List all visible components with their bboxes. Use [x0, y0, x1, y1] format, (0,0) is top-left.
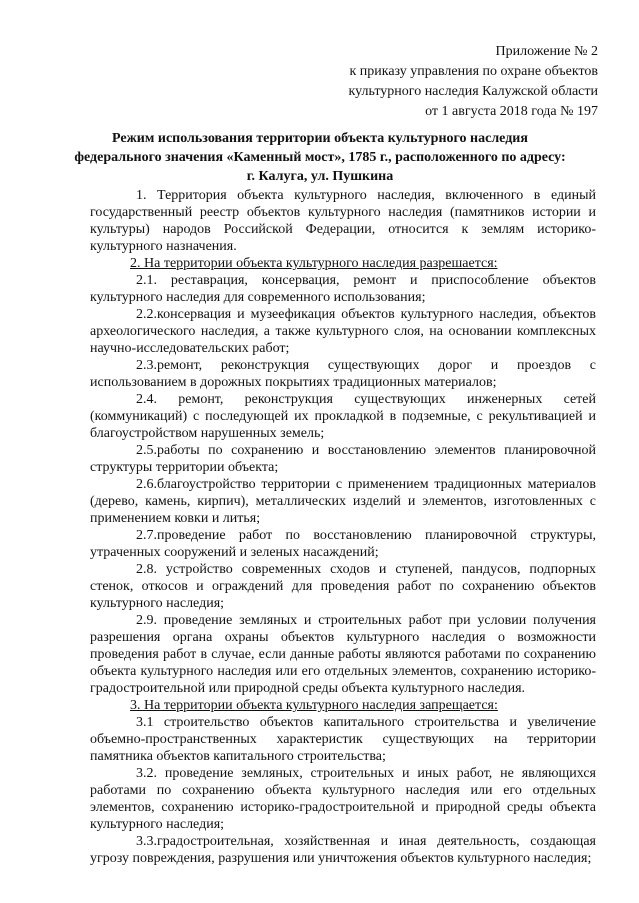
section-2-item: 2.5.работы по сохранению и восстановлению элементов планировочной структуры территории объекта; [90, 443, 596, 475]
section-2-heading [90, 255, 596, 272]
section-2-item: 2.6.благоустройство территории с применением традиционных материалов (дерево, камень, кирпич), металлических изделий и элементов, изготовленных с применением ковки и литья; [90, 477, 596, 526]
section-3-item: 3.2. проведение земляных, строительных и иных работ, не являющихся работами по сохранению объекта культурного наследия или его отдельных элементов, сохранению историко-градостроительной и природной среды объекта культурного наследия; [90, 766, 596, 832]
section-3-item: 3.1 строительство объектов капитального строительства и увеличение объемно-пространственных характеристик существующих на территории памятника объектов капитального строительства; [90, 715, 596, 764]
section-1-paragraph: 1. Территория объекта культурного наследия, включенного в единый государственный реестр объектов культурного наследия (памятников истории и культуры) народов Российской Федерации, относится к землям историко-культурного назначения. [90, 188, 596, 254]
section-3-heading [90, 697, 596, 714]
document-title [70, 129, 570, 186]
appendix-order-ref: к приказу управления по охране объектов [349, 64, 598, 79]
appendix-authority: культурного наследия Калужской области [348, 84, 598, 99]
title-line-2: федерального значения «Каменный мост», 1785 г., расположенного по адресу: [74, 150, 566, 165]
section-2-item: 2.8. устройство современных сходов и ступеней, пандусов, подпорных стенок, откосов и ограждений для проведения работ по сохранению объектов культурного наследия; [90, 562, 596, 611]
section-2-item: 2.2.консервация и музеефикация объектов культурного наследия, объектов археологического наследия, а также культурного слоя, на основании комплексных научно-исследовательских работ; [90, 307, 596, 356]
section-2-heading-text: 2. На территории объекта культурного наследия разрешается: [130, 256, 498, 271]
appendix-header [298, 42, 598, 122]
appendix-number: Приложение № 2 [495, 44, 598, 59]
section-2-item: 2.3.ремонт, реконструкция существующих дорог и проездов с использованием в дорожных покрытиях традиционных материалов; [90, 358, 596, 390]
section-3-heading-text: 3. На территории объекта культурного наследия запрещается: [130, 698, 498, 713]
appendix-date: от 1 августа 2018 года № 197 [425, 104, 598, 119]
title-line-1: Режим использования территории объекта культурного наследия [112, 131, 528, 146]
section-2-item: 2.1. реставрация, консервация, ремонт и приспособление объектов культурного наследия для современного использования; [90, 273, 596, 305]
document-body [90, 187, 596, 867]
section-2-item: 2.7.проведение работ по восстановлению планировочной структуры, утраченных сооружений и зеленых насаждений; [90, 528, 596, 560]
title-line-3: г. Калуга, ул. Пушкина [246, 169, 394, 184]
section-3-item: 3.3.градостроительная, хозяйственная и иная деятельность, создающая угрозу повреждения, разрушения или уничтожения объектов культурного наследия; [90, 834, 596, 866]
section-2-item: 2.4. ремонт, реконструкция существующих инженерных сетей (коммуникаций) с последующей их прокладкой в подземные, с рекультивацией и благоустройством нарушенных земель; [90, 392, 596, 441]
section-2-item: 2.9. проведение земляных и строительных работ при условии получения разрешения органа охраны объектов культурного наследия о возможности проведения работ в случае, если данные работы являются работами по сохранению объекта культурного наследия или его отдельных элементов, сохранению историко-градостроительной или природной среды объекта культурного наследия. [90, 613, 596, 696]
